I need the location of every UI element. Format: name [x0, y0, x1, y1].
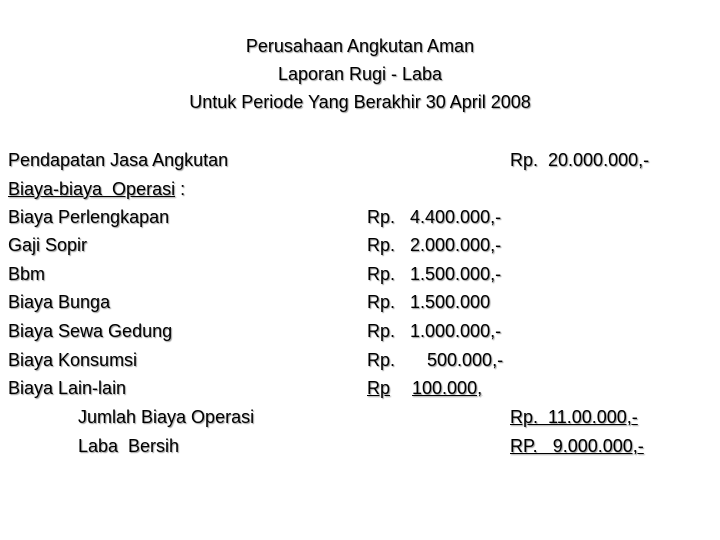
total-label: Jumlah Biaya Operasi	[78, 407, 255, 427]
report-period: Untuk Periode Yang Berakhir 30 April 2008	[189, 92, 531, 112]
expense-currency: Rp.	[367, 235, 396, 255]
total-amount: Rp. 11.00.000,-	[510, 407, 638, 427]
expense-amount: 1.500.000,-	[410, 264, 502, 284]
expense-label: Biaya Konsumsi	[8, 350, 138, 370]
report-title: Laporan Rugi - Laba	[277, 64, 443, 84]
expense-currency: Rp.	[367, 207, 396, 227]
expense-amount-last	[367, 378, 497, 398]
expenses-heading-colon: :	[175, 179, 186, 199]
expense-amount: 2.000.000,-	[410, 235, 502, 255]
expense-label: Bbm	[8, 264, 46, 284]
expense-label: Biaya Lain-lain	[8, 378, 127, 398]
expense-currency: Rp	[367, 378, 391, 398]
expense-label: Gaji Sopir	[8, 235, 88, 255]
expense-amount: 4.400.000,-	[410, 207, 502, 227]
company-name: Perusahaan Angkutan Aman	[245, 36, 475, 56]
net-amount: RP. 9.000.000,-	[510, 436, 644, 456]
expense-currency: Rp.	[367, 350, 396, 370]
expense-amount: 500.000,-	[427, 350, 504, 370]
expenses-heading-label: Biaya-biaya Operasi	[8, 179, 176, 199]
expense-currency: Rp.	[367, 264, 396, 284]
net-label: Laba Bersih	[78, 436, 180, 456]
expense-amount: 1.000.000,-	[410, 321, 502, 341]
expense-amount: 100.000,	[412, 378, 483, 398]
revenue-label: Pendapatan Jasa Angkutan	[8, 150, 229, 170]
expense-currency: Rp.	[367, 292, 396, 312]
expenses-heading	[8, 179, 185, 199]
expense-currency: Rp.	[367, 321, 396, 341]
expense-label: Biaya Bunga	[8, 292, 111, 312]
expense-amount: 1.500.000	[410, 292, 491, 312]
expense-label: Biaya Perlengkapan	[8, 207, 170, 227]
expense-label: Biaya Sewa Gedung	[8, 321, 173, 341]
revenue-amount: Rp. 20.000.000,-	[510, 150, 650, 170]
